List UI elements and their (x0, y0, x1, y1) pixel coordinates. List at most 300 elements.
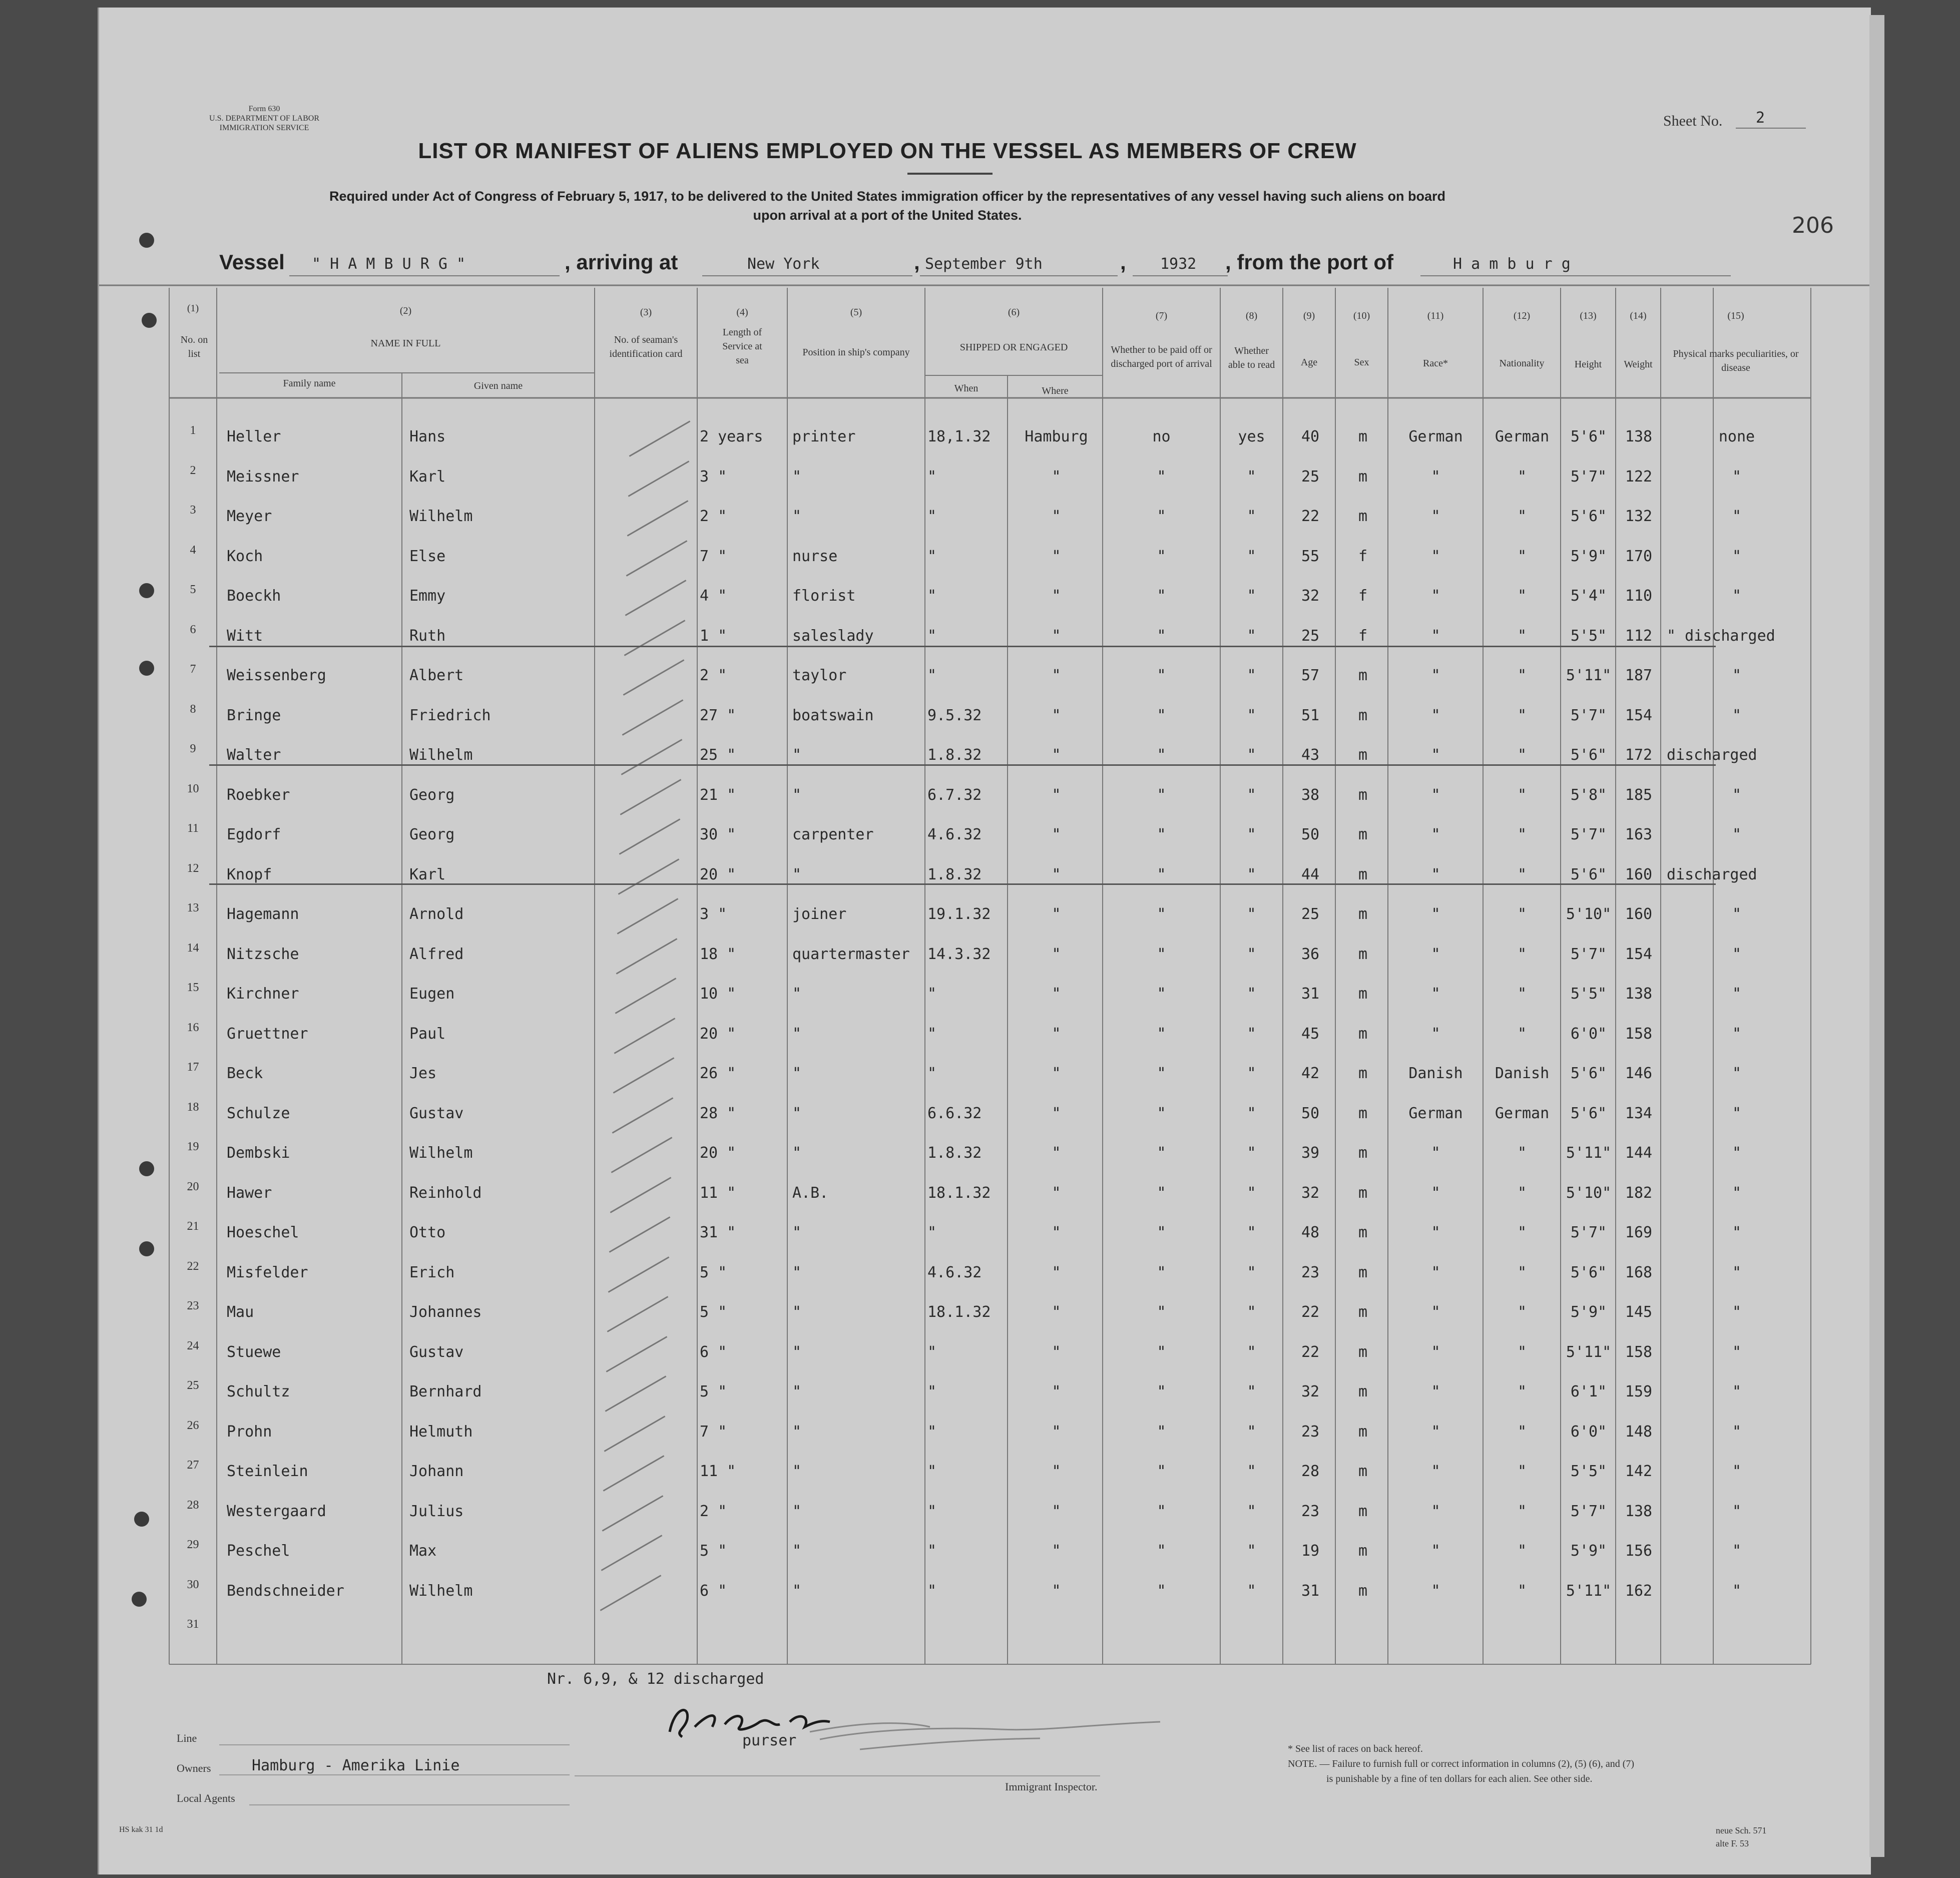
cell-marks: " (1732, 547, 1742, 565)
cell-read: " (1247, 1263, 1256, 1281)
col-num-11: (11) (1427, 310, 1444, 321)
cell-race: German (1408, 428, 1463, 445)
cell-when: 14.3.32 (927, 945, 991, 963)
cell-race: " (1431, 985, 1440, 1003)
cell-race: " (1431, 1542, 1440, 1560)
table-row (99, 463, 1871, 498)
cell-no: 5 (190, 583, 196, 596)
cell-read: " (1247, 1025, 1256, 1043)
cell-marks: " (1732, 667, 1742, 684)
cell-position: " (792, 1144, 802, 1162)
cell-when: " (927, 667, 937, 684)
cell-sex: m (1358, 1423, 1368, 1441)
cell-height: 5'6" (1570, 508, 1607, 525)
cell-service: 20 " (700, 1144, 736, 1162)
cell-no: 19 (187, 1140, 199, 1153)
cell-position: " (792, 1463, 802, 1480)
owners-value: Hamburg - Amerika Linie (252, 1757, 460, 1774)
cell-where: " (1052, 746, 1061, 764)
cell-given: Emmy (409, 587, 446, 605)
cell-nationality: " (1517, 1303, 1527, 1321)
cell-family: Hagemann (227, 905, 299, 923)
cell-service: 6 " (700, 1582, 727, 1600)
cell-marks: " discharged (1667, 627, 1775, 645)
table-row (99, 1339, 1871, 1373)
cell-weight: 160 (1625, 905, 1653, 923)
cell-sex: m (1358, 1383, 1368, 1400)
cell-no: 9 (190, 742, 196, 755)
cell-height: 5'6" (1570, 865, 1607, 883)
cell-when: " (927, 508, 937, 525)
cell-service: 31 " (700, 1224, 736, 1241)
cell-race: " (1431, 1343, 1440, 1361)
cell-sex: m (1358, 985, 1368, 1003)
cell-family: Schulze (227, 1104, 290, 1122)
code-right-1: neue Sch. 571 (1716, 1825, 1767, 1835)
cell-paid: " (1157, 1144, 1166, 1162)
cell-service: 21 " (700, 786, 736, 804)
cell-given: Alfred (409, 945, 464, 963)
cell-marks: " (1732, 945, 1742, 963)
cell-when: " (927, 627, 937, 645)
cell-weight: 185 (1625, 786, 1653, 804)
owners-label: Owners (177, 1762, 211, 1774)
cell-read: " (1247, 945, 1256, 963)
table-row (99, 1498, 1871, 1533)
cell-paid: " (1157, 826, 1166, 843)
cell-family: Prohn (227, 1423, 272, 1441)
cell-family: Nitzsche (227, 945, 299, 963)
cell-when: 9.5.32 (927, 706, 982, 724)
cell-service: 3 " (700, 467, 727, 486)
cell-given: Friedrich (409, 706, 491, 724)
cell-no: 16 (187, 1021, 199, 1034)
cell-weight: 145 (1625, 1303, 1653, 1321)
cell-weight: 172 (1625, 746, 1653, 764)
cell-when: 18.1.32 (927, 1303, 991, 1321)
cell-no: 1 (190, 424, 196, 437)
cell-sex: m (1358, 1184, 1368, 1202)
cell-read: " (1247, 1224, 1256, 1241)
cell-where: " (1052, 547, 1061, 565)
cell-marks: " (1732, 1542, 1742, 1560)
cell-where: " (1052, 706, 1061, 724)
cell-height: 5'7" (1570, 1224, 1607, 1241)
cell-age: 42 (1301, 1065, 1320, 1082)
cell-no: 27 (187, 1459, 199, 1472)
cell-nationality: " (1517, 1383, 1527, 1400)
code-right-2: alte F. 53 (1716, 1838, 1749, 1848)
cell-age: 25 (1301, 905, 1320, 923)
cell-race: " (1431, 945, 1440, 963)
cell-race: " (1431, 905, 1440, 923)
cell-position: taylor (792, 667, 847, 684)
cell-family: Knopf (227, 865, 272, 883)
cell-age: 28 (1301, 1463, 1320, 1480)
cell-position: " (792, 1423, 802, 1441)
cell-family: Mau (227, 1303, 254, 1321)
cell-height: 5'11" (1566, 1582, 1612, 1600)
cell-marks: " (1732, 1343, 1742, 1361)
table-row (99, 1379, 1871, 1413)
cell-paid: " (1157, 627, 1166, 645)
cell-no: 14 (187, 941, 199, 955)
table-row (99, 1180, 1871, 1214)
table-row (99, 1618, 1871, 1652)
cell-given: Wilhelm (409, 1144, 473, 1162)
cell-read: " (1247, 1184, 1256, 1202)
arriving-label: , arriving at (565, 250, 678, 274)
cell-given: Erich (409, 1263, 455, 1281)
cell-paid: " (1157, 905, 1166, 923)
cell-service: 18 " (700, 945, 736, 963)
comma: , (914, 250, 920, 274)
cell-height: 5'4" (1570, 587, 1607, 605)
cell-sex: m (1358, 786, 1368, 804)
cell-given: Albert (409, 667, 464, 684)
cell-read: " (1247, 1303, 1256, 1321)
cell-position: " (792, 1582, 802, 1600)
cell-height: 5'10" (1566, 905, 1612, 923)
cell-age: 25 (1301, 627, 1320, 645)
cell-marks: discharged (1667, 746, 1757, 764)
cell-family: Westergaard (227, 1502, 326, 1520)
cell-nationality: " (1517, 1582, 1527, 1600)
cell-no: 13 (187, 901, 199, 914)
cell-weight: 138 (1625, 985, 1653, 1003)
cell-sex: m (1358, 1104, 1368, 1122)
cell-weight: 169 (1625, 1224, 1653, 1241)
cell-height: 5'5" (1570, 985, 1607, 1003)
cell-where: " (1052, 467, 1061, 486)
cell-nationality: " (1517, 508, 1527, 525)
cell-given: Jes (409, 1065, 437, 1082)
cell-where: " (1052, 945, 1061, 963)
cell-sex: m (1358, 508, 1368, 525)
note-line-2: is punishable by a fine of ten dollars for each alien. See other side. (1326, 1773, 1593, 1784)
cell-age: 51 (1301, 706, 1320, 724)
cell-when: " (927, 1065, 937, 1082)
cell-paid: " (1157, 1184, 1166, 1202)
cell-race: Danish (1408, 1065, 1463, 1082)
cell-marks: " (1732, 1423, 1742, 1441)
cell-age: 32 (1301, 587, 1320, 605)
cell-where: " (1052, 508, 1061, 525)
col-num-12: (12) (1513, 310, 1531, 321)
cell-marks: " (1732, 985, 1742, 1003)
cell-nationality: " (1517, 627, 1527, 645)
cell-height: 5'9" (1570, 1542, 1607, 1560)
cell-paid: " (1157, 706, 1166, 724)
cell-marks: " (1732, 706, 1742, 724)
cell-position: joiner (792, 905, 847, 923)
cell-height: 5'7" (1570, 1502, 1607, 1520)
cell-marks: " (1732, 587, 1742, 605)
cell-nationality: German (1495, 428, 1550, 445)
cell-when: 4.6.32 (927, 826, 982, 843)
cell-service: 5 " (700, 1542, 727, 1560)
cell-position: quartermaster (792, 945, 910, 963)
cell-given: Julius (409, 1502, 464, 1520)
cell-race: " (1431, 587, 1440, 605)
cell-sex: m (1358, 1502, 1368, 1520)
cell-height: 5'7" (1570, 706, 1607, 724)
cell-height: 5'11" (1566, 1343, 1612, 1361)
cell-marks: " (1732, 1025, 1742, 1043)
cell-nationality: " (1517, 1025, 1527, 1043)
cell-marks: " (1732, 1104, 1742, 1122)
cell-service: 25 " (700, 746, 736, 764)
cell-given: Gustav (409, 1343, 464, 1361)
cell-weight: 158 (1625, 1343, 1653, 1361)
cell-height: 5'7" (1570, 467, 1607, 486)
cell-sex: m (1358, 1025, 1368, 1043)
cell-read: " (1247, 1383, 1256, 1400)
line-label: Line (177, 1732, 197, 1744)
note-line-1: NOTE. — Failure to furnish full or correct information in columns (2), (5) (6), and (7) (1288, 1758, 1635, 1769)
table-row (99, 543, 1871, 578)
cell-given: Johannes (409, 1303, 482, 1321)
cell-given: Ruth (409, 627, 446, 645)
cell-age: 40 (1301, 428, 1320, 445)
table-row (99, 1100, 1871, 1135)
cell-height: 6'0" (1570, 1423, 1607, 1441)
purser-label: purser (742, 1732, 797, 1749)
cell-race: German (1408, 1104, 1463, 1122)
cell-weight: 132 (1625, 508, 1653, 525)
cell-read: " (1247, 1343, 1256, 1361)
cell-service: 20 " (700, 865, 736, 883)
cell-read: " (1247, 1144, 1256, 1162)
cell-position: " (792, 1542, 802, 1560)
cell-position: carpenter (792, 826, 874, 843)
col-num-1: (1) (187, 303, 199, 314)
header-height: Height (1574, 359, 1602, 370)
cell-service: 7 " (700, 1423, 727, 1441)
header-nationality: Nationality (1499, 358, 1545, 369)
cell-where: " (1052, 1582, 1061, 1600)
col-num-9: (9) (1303, 310, 1315, 321)
cell-when: 1.8.32 (927, 865, 982, 883)
inspector-signature (810, 1709, 1190, 1764)
cell-sex: m (1358, 746, 1368, 764)
header-when: When (954, 383, 978, 394)
cell-position: " (792, 1303, 802, 1321)
header-given-name: Given name (473, 380, 523, 391)
table-row (99, 1259, 1871, 1294)
cell-where: " (1052, 1383, 1061, 1400)
cell-no: 6 (190, 623, 196, 636)
page-stamp: 206 (1792, 213, 1834, 238)
table-row (99, 782, 1871, 816)
cell-race: " (1431, 547, 1440, 565)
cell-family: Gruettner (227, 1025, 308, 1043)
agents-underline (249, 1804, 570, 1805)
cell-when: 1.8.32 (927, 1144, 982, 1162)
header-position: Position in ship's company (802, 347, 910, 358)
cell-race: " (1431, 1144, 1440, 1162)
cell-weight: 187 (1625, 667, 1653, 684)
cell-read: " (1247, 587, 1256, 605)
cell-when: " (927, 1343, 937, 1361)
strike-line-row-9 (209, 764, 1716, 766)
cell-height: 5'6" (1570, 1104, 1607, 1122)
cell-nationality: " (1517, 1463, 1527, 1480)
cell-age: 31 (1301, 1582, 1320, 1600)
header-paid-off: Whether to be paid off or discharged port of arrival (1111, 344, 1212, 369)
cell-where: " (1052, 1263, 1061, 1281)
cell-service: 2 " (700, 667, 727, 684)
header-family-name: Family name (283, 378, 336, 389)
cell-family: Heller (227, 428, 281, 445)
cell-nationality: " (1517, 1263, 1527, 1281)
cell-family: Weissenberg (227, 667, 326, 684)
discharged-note: Nr. 6,9, & 12 discharged (547, 1670, 764, 1688)
cell-weight: 146 (1625, 1065, 1653, 1082)
cell-paid: " (1157, 1423, 1166, 1441)
cell-read: " (1247, 1423, 1256, 1441)
cell-family: Dembski (227, 1144, 290, 1162)
cell-sex: m (1358, 1343, 1368, 1361)
cell-service: 1 " (700, 627, 727, 645)
col-num-6: (6) (1008, 307, 1020, 318)
cell-paid: " (1157, 1263, 1166, 1281)
inspector-underline (575, 1775, 1100, 1776)
cell-no: 31 (187, 1618, 199, 1631)
cell-nationality: Danish (1495, 1065, 1550, 1082)
cell-height: 6'0" (1570, 1025, 1607, 1043)
cell-marks: " (1732, 1224, 1742, 1241)
cell-race: " (1431, 1224, 1440, 1241)
cell-family: Roebker (227, 786, 290, 804)
cell-where: " (1052, 587, 1061, 605)
cell-race: " (1431, 1502, 1440, 1520)
cell-marks: " (1732, 1065, 1742, 1082)
cell-service: 11 " (700, 1184, 736, 1202)
cell-when: 1.8.32 (927, 746, 982, 764)
cell-sex: m (1358, 865, 1368, 883)
cell-no: 2 (190, 463, 196, 477)
cell-marks: discharged (1667, 865, 1757, 883)
cell-where: " (1052, 1224, 1061, 1241)
cell-paid: " (1157, 985, 1166, 1003)
cell-sex: m (1358, 467, 1368, 486)
cell-when: " (927, 1582, 937, 1600)
cell-weight: 182 (1625, 1184, 1653, 1202)
col-num-4: (4) (736, 307, 748, 318)
cell-family: Meyer (227, 508, 272, 525)
cell-weight: 154 (1625, 706, 1653, 724)
cell-position: " (792, 746, 802, 764)
table-row (99, 623, 1871, 657)
cell-service: 20 " (700, 1025, 736, 1043)
cell-where: " (1052, 905, 1061, 923)
table-row (99, 901, 1871, 935)
cell-service: 6 " (700, 1343, 727, 1361)
cell-paid: " (1157, 746, 1166, 764)
cell-position: " (792, 985, 802, 1003)
cell-age: 31 (1301, 985, 1320, 1003)
cell-position: " (792, 1383, 802, 1400)
subtitle: Required under Act of Congress of February 5, 1917, to be delivered to the United States immigration officer by the representatives of any vessel having such aliens on board upon arrival at a port of the United States. (329, 189, 1446, 223)
table-row (99, 1538, 1871, 1572)
col-num-5: (5) (850, 307, 862, 318)
cell-weight: 142 (1625, 1463, 1653, 1480)
cell-race: " (1431, 1303, 1440, 1321)
cell-when: " (927, 1025, 937, 1043)
cell-read: " (1247, 1502, 1256, 1520)
cell-when: " (927, 1502, 937, 1520)
cell-when: 19.1.32 (927, 905, 991, 923)
cell-age: 22 (1301, 1303, 1320, 1321)
cell-sex: f (1358, 627, 1368, 645)
cell-service: 7 " (700, 547, 727, 565)
cell-family: Witt (227, 627, 263, 645)
cell-read: " (1247, 1542, 1256, 1560)
cell-position: florist (792, 587, 856, 605)
cell-where: " (1052, 1144, 1061, 1162)
cell-marks: " (1732, 1184, 1742, 1202)
cell-marks: " (1732, 1463, 1742, 1480)
cell-paid: " (1157, 1502, 1166, 1520)
cell-paid: " (1157, 1025, 1166, 1043)
cell-marks: " (1732, 1383, 1742, 1400)
table-row (99, 1061, 1871, 1095)
cell-service: 3 " (700, 905, 727, 923)
col-num-3: (3) (640, 307, 652, 318)
cell-position: " (792, 1502, 802, 1520)
table-row (99, 424, 1871, 458)
cell-height: 5'7" (1570, 945, 1607, 963)
cell-race: " (1431, 508, 1440, 525)
cell-race: " (1431, 1263, 1440, 1281)
cell-age: 22 (1301, 1343, 1320, 1361)
code-left: HS kak 31 1d (119, 1825, 163, 1834)
cell-marks: " (1732, 508, 1742, 525)
cell-given: Johann (409, 1463, 464, 1480)
cell-sex: m (1358, 706, 1368, 724)
table-row (99, 1220, 1871, 1254)
cell-age: 57 (1301, 667, 1320, 684)
cell-marks: " (1732, 1502, 1742, 1520)
cell-height: 5'11" (1566, 1144, 1612, 1162)
cell-weight: 138 (1625, 428, 1653, 445)
cell-sex: m (1358, 1463, 1368, 1480)
cell-marks: " (1732, 467, 1742, 486)
cell-age: 39 (1301, 1144, 1320, 1162)
cell-given: Georg (409, 786, 455, 804)
cell-when: " (927, 1463, 937, 1480)
cell-no: 17 (187, 1061, 199, 1074)
cell-age: 38 (1301, 786, 1320, 804)
cell-height: 5'6" (1570, 746, 1607, 764)
cell-given: Karl (409, 865, 446, 883)
cell-race: " (1431, 1184, 1440, 1202)
header-physical-marks: Physical marks peculiarities, or disease (1673, 348, 1799, 373)
cell-nationality: " (1517, 1542, 1527, 1560)
cell-family: Steinlein (227, 1463, 308, 1480)
col-num-2: (2) (399, 305, 412, 316)
cell-sex: m (1358, 826, 1368, 843)
header-sex: Sex (1354, 357, 1369, 368)
cell-no: 24 (187, 1339, 199, 1352)
cell-weight: 156 (1625, 1542, 1653, 1560)
cell-age: 23 (1301, 1502, 1320, 1520)
line-underline (219, 1744, 570, 1745)
cell-race: " (1431, 1463, 1440, 1480)
cell-given: Else (409, 547, 446, 565)
from-port: H a m b u r g (1453, 255, 1571, 273)
